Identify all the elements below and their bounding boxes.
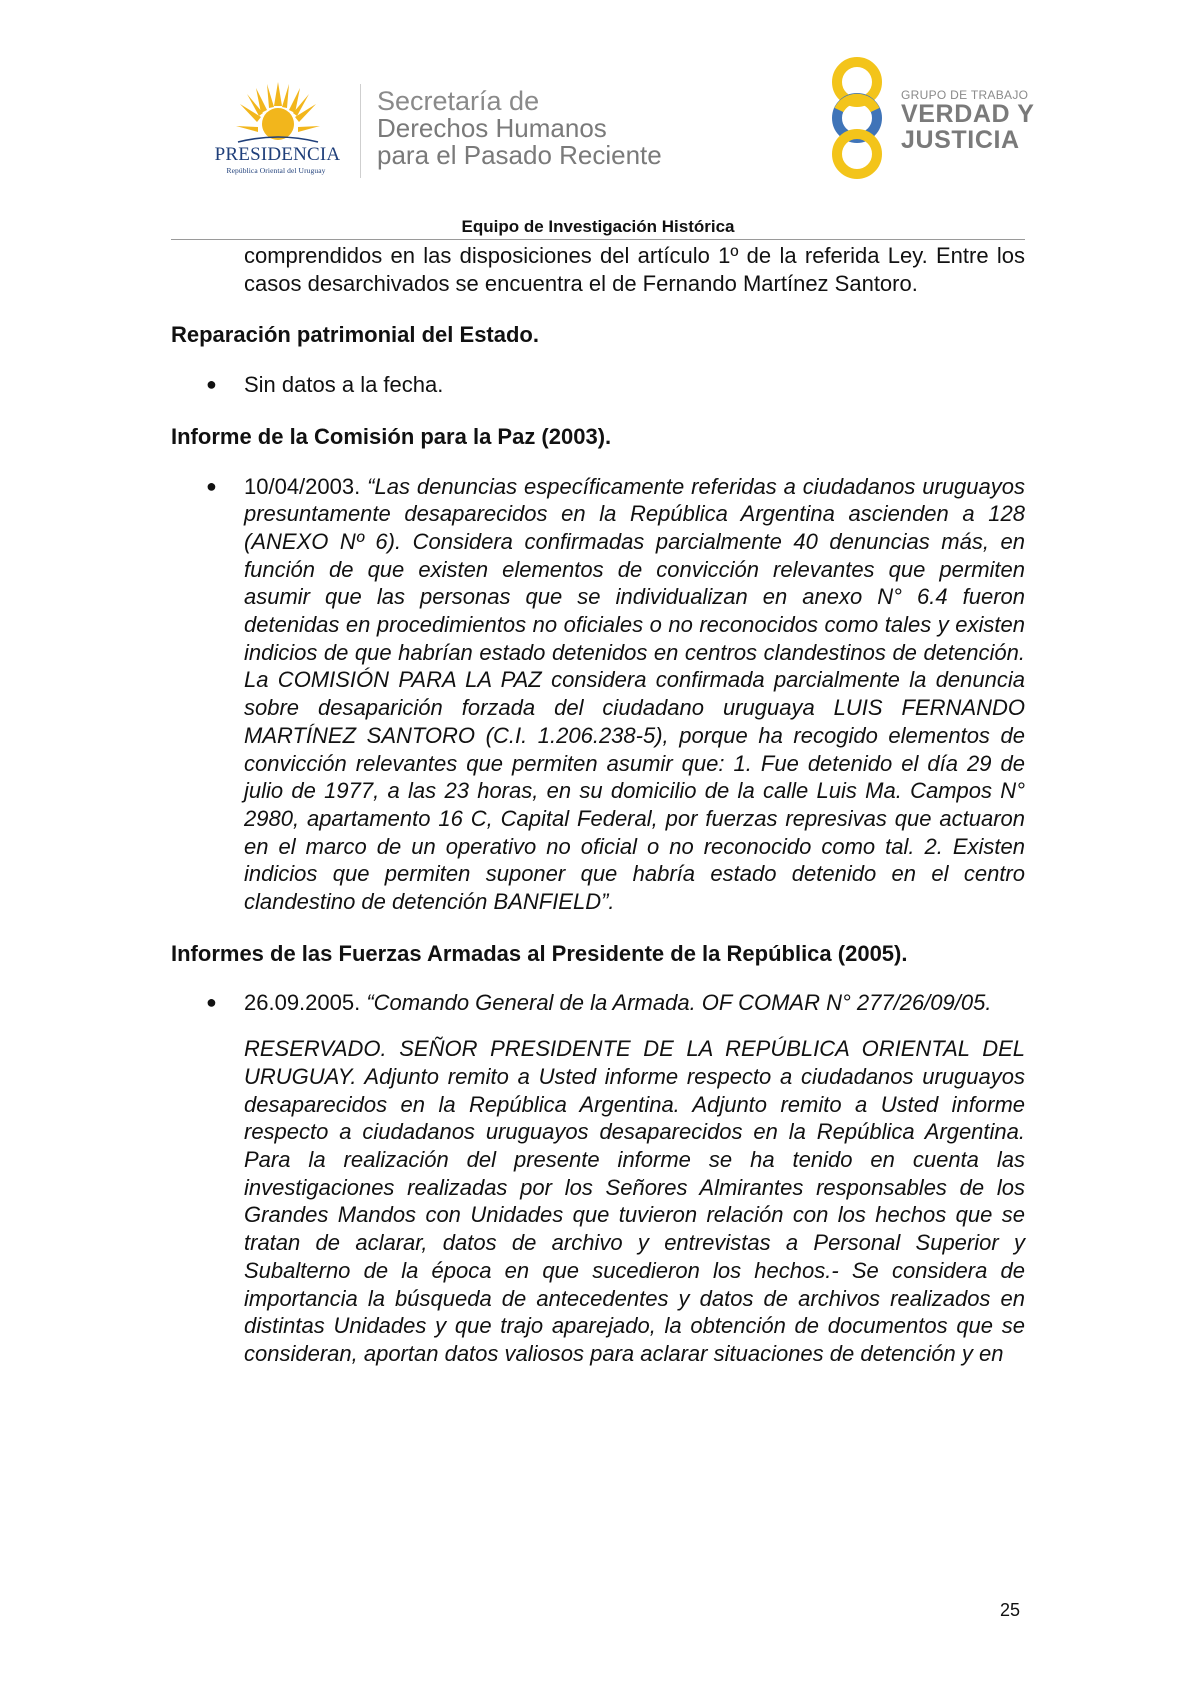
grupo-title-1: VERDAD Y	[901, 100, 1035, 128]
sun-icon	[236, 82, 320, 152]
intro-paragraph: comprendidos en las disposiciones del artículo 1º de la referida Ley. Entre los casos desarchivados se encuentra el de Fernando Martínez Santoro.	[244, 243, 1025, 296]
bullet-date: 26.09.2005.	[244, 990, 367, 1016]
document-body	[171, 242, 1025, 1368]
header-rule	[171, 239, 1025, 240]
presidencia-logo	[196, 82, 356, 182]
secretaria-line-3: para el Pasado Reciente	[377, 140, 662, 170]
secretaria-line-2: Derechos Humanos	[377, 113, 607, 143]
bullet-icon: ●	[206, 475, 217, 496]
bullet-icon: ●	[206, 374, 217, 395]
bullet-date: 10/04/2003.	[244, 473, 368, 499]
secretaria-logo-text	[377, 88, 662, 169]
heading-reparacion: Reparación patrimonial del Estado.	[171, 322, 539, 348]
list-item	[206, 371, 1025, 399]
bullet-icon: ●	[206, 992, 217, 1013]
bullet-quote: “Comando General de la Armada. OF COMAR N° 277/26/09/05.	[366, 990, 992, 1016]
heading-fuerzas-armadas: Informes de las Fuerzas Armadas al Presidente de la República (2005).	[171, 940, 908, 966]
reservado-paragraph: RESERVADO. SEÑOR PRESIDENTE DE LA REPÚBLICA ORIENTAL DEL URUGUAY. Adjunto remito a Usted informe respecto a ciudadanos uruguayos desaparecidos en la República Argentina. Adjunto remito a Usted informe respecto a ciudadanos uruguayos desaparecidos en la República Argentina. Para la realización del presente informe se ha tenido en cuenta las investigaciones realizadas por los Señores Almirantes responsables de los Grandes Mandos con Unidades que tuvieron relación con los hechos que se tratan de aclarar, datos de archivo y entrevistas a Personal Superior y Subalterno de la época en que sucedieron los hechos.- Se considera de importancia la búsqueda de antecedentes y datos de archivos realizados en distintas Unidades y que trajo aparejado, la obtención de documentos que se consideran, aportan datos valiosos para aclarar situaciones de detención y en	[244, 1036, 1025, 1366]
page-number: 25	[1000, 1600, 1021, 1620]
rings-icon	[823, 56, 897, 180]
presidencia-subtitle: República Oriental del Uruguay	[226, 166, 326, 175]
presidencia-wordmark: PRESIDENCIA	[214, 144, 341, 165]
grupo-verdad-justicia-logo	[823, 56, 1035, 180]
grupo-label: GRUPO DE TRABAJO	[901, 88, 1029, 102]
header-divider	[360, 84, 361, 178]
secretaria-line-1: Secretaría de	[377, 86, 540, 116]
heading-comision-paz: Informe de la Comisión para la Paz (2003).	[171, 423, 612, 449]
list-item	[206, 989, 1025, 1017]
bullet-text: Sin datos a la fecha.	[244, 372, 444, 398]
bullet-quote: “Las denuncias específicamente referidas a ciudadanos uruguayos presuntamente desaparecidos en la República Argentina ascienden a 128 (ANEXO Nº 6). Considera confirmadas parcialmente 40 denuncias más, en función de que existen elementos de convicción relevantes que permiten asumir que las personas que se individualizan en anexo N° 6.4 fueron detenidas en procedimientos no oficiales o no reconocidos como tales y existen indicios de que habrían estado detenidos en centros clandestinos de detención. La COMISIÓN PARA LA PAZ considera confirmada parcialmente la denuncia sobre desaparición forzada del ciudadano uruguaya LUIS FERNANDO MARTÍNEZ SANTORO (C.I. 1.206.238-5), porque ha recogido elementos de convicción relevantes que permiten asumir que: 1. Fue detenido el día 29 de julio de 1977, a las 23 horas, en su domicilio de la calle Luis Ma. Campos N° 2980, apartamento 16 C, Capital Federal, por fuerzas represivas que actuaron en el marco de un operativo no oficial o no reconocido como tal. 2. Existen indicios que permiten suponer que habría estado detenido en el centro clandestino de detención BANFIELD”.	[244, 473, 1025, 915]
grupo-title-2: JUSTICIA	[901, 126, 1020, 154]
team-title: Equipo de Investigación Histórica	[461, 217, 735, 236]
list-item	[206, 473, 1025, 916]
